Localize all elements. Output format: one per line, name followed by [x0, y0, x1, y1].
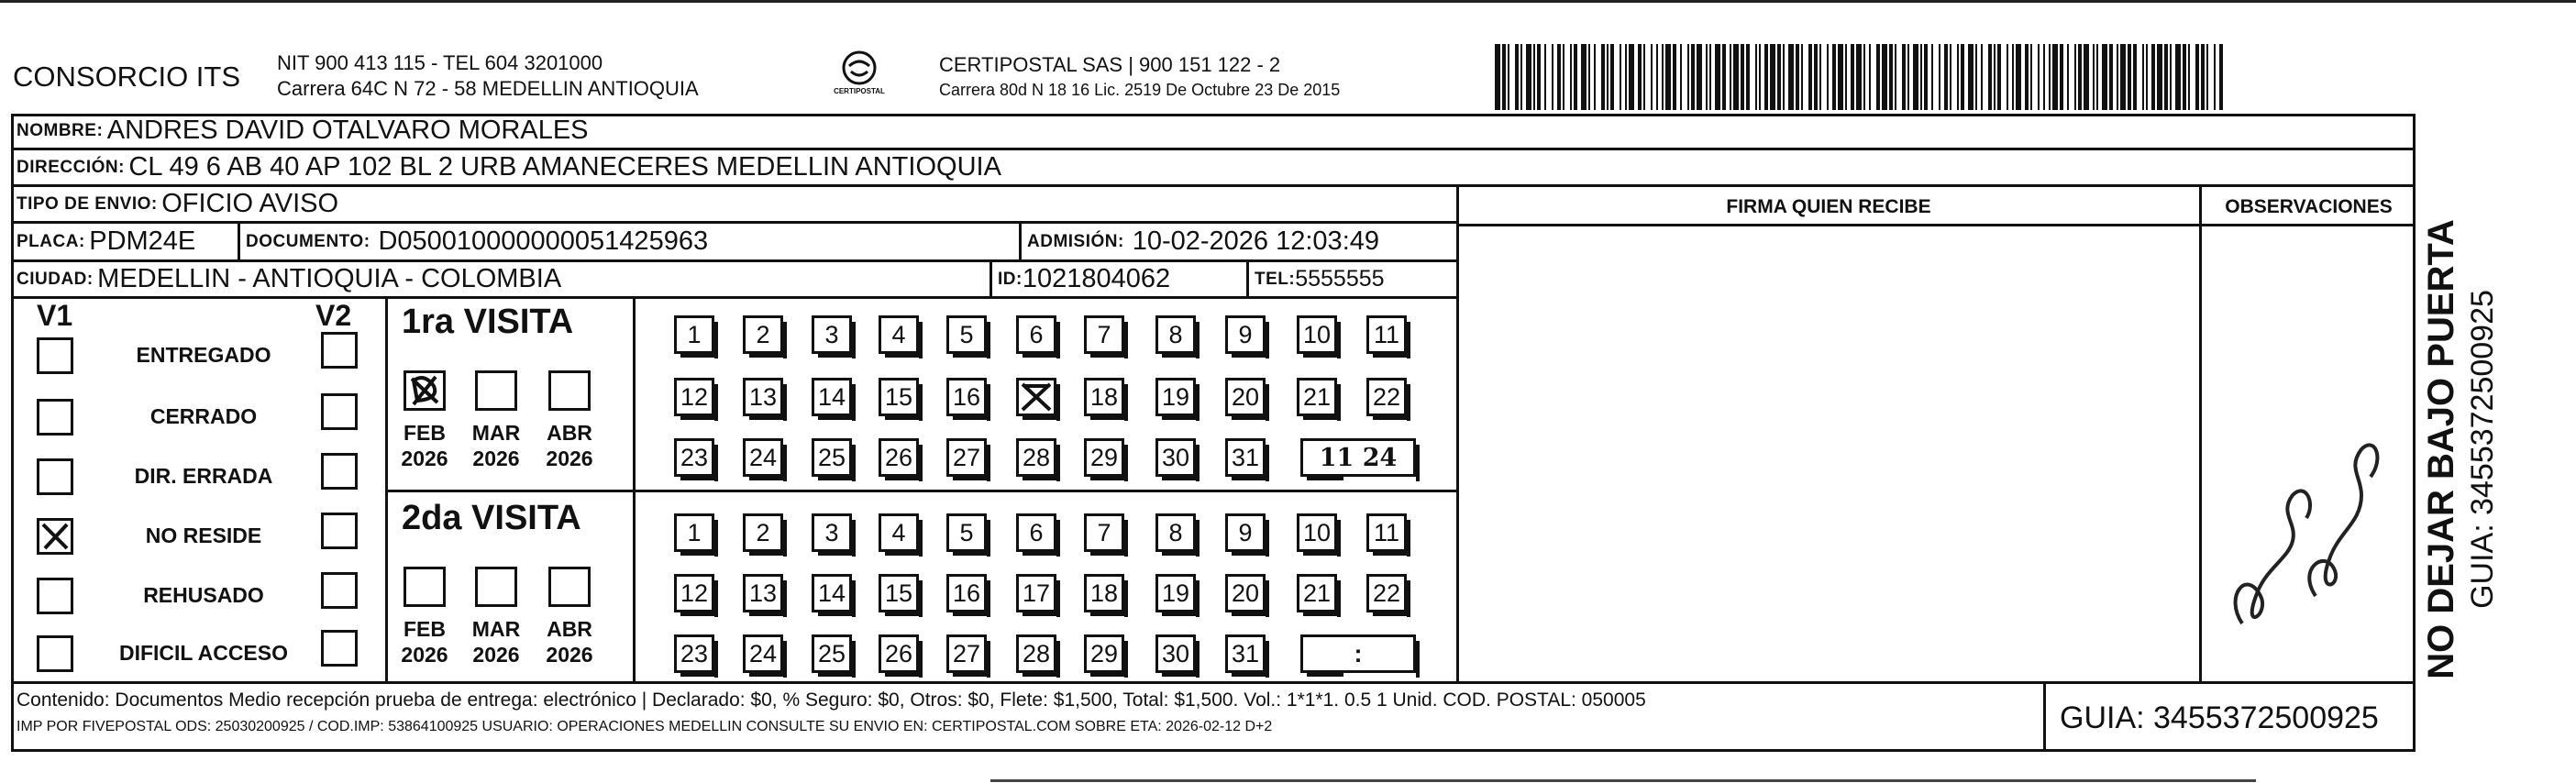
barcode-bar — [2102, 44, 2107, 110]
barcode-bar — [1594, 44, 1596, 110]
left-col-divider — [1456, 187, 1459, 682]
barcode-bar — [1746, 44, 1750, 110]
barcode-bar — [2078, 44, 2082, 110]
barcode-bar — [1730, 44, 1731, 110]
nombre-label: NOMBRE: — [17, 120, 104, 140]
footer-imp: IMP POR FIVEPOSTAL ODS: 25030200925 / COD.IMP: 53864100925 USUARIO: OPERACIONES MEDELLIN CONSULTE SU ENVIO EN: CERTIPOSTAL.COM SOBRE ETA: 2026-02-12 D+2 — [17, 719, 1273, 734]
day-box[interactable]: 6 — [1016, 513, 1056, 552]
signature-handwriting — [2206, 321, 2412, 669]
sig-header-line — [1456, 224, 2416, 226]
barcode-bar — [1882, 44, 1887, 110]
day-box[interactable]: 29 — [1084, 438, 1124, 477]
barcode-bar — [1495, 44, 1500, 110]
day-box[interactable]: 31 — [1225, 438, 1266, 477]
barcode-bar — [2016, 44, 2021, 110]
admision-value: 10-02-2026 12:03:49 — [1132, 226, 1380, 256]
barcode-bar — [1988, 44, 1992, 110]
barcode-bar — [1625, 44, 1627, 110]
barcode-bar — [1764, 44, 1768, 110]
status-label: DIR. ERRADA — [134, 464, 273, 488]
barcode-bar — [1643, 44, 1645, 110]
barcode-bar — [1801, 44, 1803, 110]
day-box[interactable]: 7 — [1084, 513, 1124, 552]
barcode-bar — [2012, 44, 2014, 110]
day-box[interactable]: 26 — [879, 438, 919, 477]
day-box[interactable]: 29 — [1084, 634, 1124, 673]
barcode-bar — [2128, 44, 2131, 110]
barcode-bar — [1957, 44, 1959, 110]
barcode-bar — [1975, 44, 1977, 110]
day-box[interactable]: 28 — [1016, 634, 1056, 673]
barcode-bar — [2043, 44, 2045, 110]
day-box[interactable]: 24 — [743, 634, 783, 673]
status-label: CERRADO — [149, 404, 258, 428]
barcode-bar — [1620, 44, 1621, 110]
first-visit-title: 1ra VISITA — [402, 303, 574, 341]
barcode-bar — [2084, 44, 2089, 110]
day-box[interactable] — [1016, 378, 1056, 416]
tipo-label: TIPO DE ENVIO: — [17, 193, 158, 214]
barcode-bar — [1544, 44, 1546, 110]
placa-row — [11, 224, 1456, 262]
barcode-bar — [2206, 44, 2208, 110]
barcode-bar — [1845, 44, 1847, 110]
documento-cell — [240, 224, 1022, 259]
barcode-bar — [1665, 44, 1671, 110]
day-box[interactable]: 9 — [1225, 315, 1266, 354]
side-no-dejar: NO DEJAR BAJO PUERTA — [2421, 219, 2461, 679]
barcode-bar — [1706, 44, 1708, 110]
barcode-bar — [1869, 44, 1871, 110]
barcode-bar — [1895, 44, 1896, 110]
day-box[interactable]: 7 — [1084, 315, 1124, 354]
day-box[interactable]: 15 — [879, 378, 919, 416]
month-label: FEB 2026 — [401, 421, 448, 470]
day-box[interactable]: 4 — [879, 315, 919, 354]
day-box[interactable]: 21 — [1297, 574, 1337, 612]
barcode-bar — [1814, 44, 1818, 110]
v2-checkbox[interactable] — [321, 572, 358, 609]
bottom-border — [990, 779, 2256, 782]
nit-line: NIT 900 413 115 - TEL 604 3201000 — [277, 51, 603, 74]
day-box[interactable]: 14 — [812, 574, 852, 612]
barcode-bar — [1827, 44, 1829, 110]
barcode-bar — [1907, 44, 1909, 110]
tel-cell — [1249, 262, 1456, 296]
barcode-bar — [1687, 44, 1689, 110]
month-checkbox[interactable] — [404, 370, 446, 411]
month-label: MAR 2026 — [471, 421, 521, 470]
day-box[interactable]: 30 — [1155, 634, 1196, 673]
barcode-bar — [1856, 44, 1862, 110]
barcode-bar — [2142, 44, 2144, 110]
barcode-bar — [1819, 44, 1821, 110]
barcode-bar — [1581, 44, 1587, 110]
barcode-bar — [1808, 44, 1812, 110]
visit-mid-divider — [385, 490, 1456, 492]
day-box[interactable]: 20 — [1225, 378, 1266, 416]
day-box[interactable]: 10 — [1297, 315, 1337, 354]
barcode-bar — [2025, 44, 2029, 110]
barcode-bar — [1607, 44, 1609, 110]
barcode-bar — [2183, 44, 2186, 110]
month-label: ABR 2026 — [546, 421, 593, 470]
barcode-bar — [1502, 44, 1506, 110]
day-box[interactable]: 11 — [1366, 513, 1407, 552]
v2-checkbox[interactable] — [321, 630, 358, 667]
barcode-bar — [1950, 44, 1951, 110]
day-box[interactable]: 26 — [879, 634, 919, 673]
barcode-bar — [2117, 44, 2118, 110]
barcode-bar — [1533, 44, 1535, 110]
day-box[interactable]: 31 — [1225, 634, 1266, 673]
day-box[interactable]: 14 — [812, 378, 852, 416]
direccion-value: CL 49 6 AB 40 AP 102 BL 2 URB AMANECERES MEDELLIN ANTIOQUIA — [128, 152, 1001, 182]
day-box[interactable]: 4 — [879, 513, 919, 552]
documento-label: DOCUMENTO: — [246, 231, 370, 251]
barcode-bar — [1680, 44, 1682, 110]
v2-checkbox[interactable] — [321, 513, 358, 549]
day-box[interactable]: 8 — [1155, 315, 1196, 354]
barcode-bar — [1610, 44, 1614, 110]
v2-checkbox[interactable] — [321, 332, 358, 369]
barcode-bar — [2188, 44, 2190, 110]
tel-label: TEL: — [1255, 269, 1296, 289]
footer-contenido: Contenido: Documentos Medio recepción prueba de entrega: electrónico | Declarado: $0, % Seguro: $0, Otros: $0, Flete: $1,500, Total: $1,500. Vol.: 1*1*1. 0.5 1 Unid. COD. POSTAL: 050005 — [17, 689, 1646, 711]
day-box[interactable]: 10 — [1297, 513, 1337, 552]
logo-text: CERTIPOSTAL — [834, 87, 885, 95]
day-box[interactable]: 5 — [946, 513, 987, 552]
month-checkbox[interactable] — [404, 567, 446, 607]
barcode-bar — [2133, 44, 2137, 110]
day-box[interactable]: 16 — [946, 378, 987, 416]
status-label: DIFICIL ACCESO — [118, 641, 288, 665]
direccion-label: DIRECCIÓN: — [17, 157, 125, 177]
direccion-row — [11, 150, 2416, 187]
side-guia: GUIA: 3455372500925 — [2465, 290, 2500, 609]
barcode-bar — [1709, 44, 1711, 110]
day-box[interactable]: 8 — [1155, 513, 1196, 552]
day-box[interactable]: 22 — [1366, 378, 1407, 416]
barcode-bar — [2195, 44, 2199, 110]
barcode-bar — [2067, 44, 2069, 110]
barcode-bar — [2214, 44, 2216, 110]
day-box[interactable]: 30 — [1155, 438, 1196, 477]
v2-checkbox[interactable] — [321, 453, 358, 490]
admision-label: ADMISIÓN: — [1027, 231, 1124, 251]
barcode-bar — [1537, 44, 1541, 110]
barcode-bar — [2170, 44, 2172, 110]
barcode-bar — [1651, 44, 1653, 110]
nombre-row — [11, 114, 2416, 150]
observaciones-label: OBSERVACIONES — [2225, 196, 2393, 217]
barcode-bar — [1902, 44, 1906, 110]
day-box[interactable]: 15 — [879, 574, 919, 612]
day-box[interactable]: 19 — [1155, 574, 1196, 612]
barcode-bar — [2201, 44, 2205, 110]
barcode-bar — [1832, 44, 1836, 110]
barcode-bar — [1863, 44, 1865, 110]
barcode-bar — [1783, 44, 1785, 110]
barcode-bar — [1920, 44, 1922, 110]
placa-label: PLACA: — [17, 231, 85, 251]
documento-value: D050010000000051425963 — [378, 226, 709, 256]
id-label: ID: — [998, 269, 1023, 289]
barcode-bar — [1944, 44, 1948, 110]
day-box[interactable]: 28 — [1016, 438, 1056, 477]
admision-cell — [1022, 224, 1456, 259]
ciudad-row — [11, 262, 1456, 299]
month-checkbox[interactable] — [475, 567, 517, 607]
day-box[interactable]: 27 — [946, 634, 987, 673]
nombre-value: ANDRES DAVID OTALVARO MORALES — [106, 116, 589, 145]
certipostal-line: CERTIPOSTAL SAS | 900 151 122 - 2 — [939, 53, 1281, 76]
obs-divider — [2199, 187, 2202, 682]
day-box[interactable]: 9 — [1225, 513, 1266, 552]
barcode — [1495, 44, 2228, 110]
barcode-bar — [1638, 44, 1642, 110]
ciudad-cell — [11, 262, 992, 296]
barcode-bar — [1741, 44, 1744, 110]
barcode-bar — [1574, 44, 1577, 110]
barcode-bar — [2030, 44, 2032, 110]
day-box[interactable]: 23 — [674, 634, 714, 673]
barcode-bar — [1557, 44, 1561, 110]
day-box[interactable]: 19 — [1155, 378, 1196, 416]
day-box[interactable]: 20 — [1225, 574, 1266, 612]
v2-checkbox[interactable] — [321, 393, 358, 430]
barcode-bar — [1755, 44, 1757, 110]
month-checkbox[interactable] — [475, 370, 517, 411]
barcode-bar — [1788, 44, 1794, 110]
barcode-bar — [1931, 44, 1933, 110]
day-box[interactable]: 1 — [674, 513, 714, 552]
barcode-bar — [1673, 44, 1676, 110]
day-box[interactable]: 13 — [743, 378, 783, 416]
first-visit-time[interactable]: 11 24 — [1300, 438, 1416, 477]
day-box[interactable]: 13 — [743, 574, 783, 612]
barcode-bar — [1662, 44, 1664, 110]
company-name: CONSORCIO ITS — [13, 61, 241, 93]
status-label: REHUSADO — [143, 583, 264, 607]
id-value: 1021804062 — [1022, 264, 1171, 293]
barcode-bar — [1889, 44, 1893, 110]
barcode-bar — [1961, 44, 1964, 110]
barcode-bar — [1508, 44, 1509, 110]
barcode-bar — [2120, 44, 2126, 110]
barcode-bar — [1796, 44, 1799, 110]
barcode-bar — [2157, 44, 2162, 110]
barcode-bar — [1601, 44, 1605, 110]
barcode-bar — [1697, 44, 1702, 110]
barcode-bar — [2060, 44, 2063, 110]
barcode-bar — [1994, 44, 1996, 110]
barcode-bar — [1515, 44, 1519, 110]
barcode-bar — [1733, 44, 1739, 110]
month-checkbox[interactable] — [548, 370, 591, 411]
barcode-bar — [2164, 44, 2168, 110]
second-visit-time[interactable]: : — [1300, 634, 1416, 673]
tel-value: 5555555 — [1295, 266, 1385, 292]
day-box[interactable]: 18 — [1084, 574, 1124, 612]
day-box[interactable]: 18 — [1084, 378, 1124, 416]
day-box[interactable]: 22 — [1366, 574, 1407, 612]
barcode-bar — [1588, 44, 1590, 110]
day-box[interactable]: 25 — [812, 634, 852, 673]
barcode-bar — [2109, 44, 2113, 110]
second-visit-title: 2da VISITA — [402, 499, 581, 537]
barcode-bar — [2038, 44, 2040, 110]
day-box[interactable]: 3 — [812, 315, 852, 354]
placa-value: PDM24E — [89, 226, 196, 256]
barcode-bar — [1656, 44, 1658, 110]
month-label: MAR 2026 — [471, 617, 521, 667]
day-box[interactable]: 12 — [674, 574, 714, 612]
top-border — [0, 0, 2576, 3]
barcode-bar — [2074, 44, 2076, 110]
ciudad-value: MEDELLIN - ANTIOQUIA - COLOMBIA — [97, 264, 562, 293]
tipo-row — [11, 187, 1456, 224]
barcode-bar — [2096, 44, 2098, 110]
barcode-bar — [1851, 44, 1854, 110]
v2-label: V2 — [315, 299, 352, 332]
month-label: FEB 2026 — [401, 617, 448, 667]
day-box[interactable]: 27 — [946, 438, 987, 477]
barcode-bar — [2146, 44, 2148, 110]
v1-label: V1 — [37, 299, 73, 332]
month-checkbox[interactable] — [548, 567, 591, 607]
barcode-bar — [1939, 44, 1940, 110]
v1-checkbox[interactable] — [37, 578, 73, 614]
day-box[interactable]: 25 — [812, 438, 852, 477]
barcode-bar — [1981, 44, 1983, 110]
v1-checkbox[interactable] — [37, 635, 73, 672]
barcode-bar — [1838, 44, 1843, 110]
certipostal-address: Carrera 80d N 18 16 Lic. 2519 De Octubre 23 De 2015 — [939, 81, 1341, 99]
v1-checkbox[interactable] — [37, 337, 73, 374]
barcode-bar — [1924, 44, 1928, 110]
barcode-bar — [1876, 44, 1880, 110]
day-box[interactable]: 23 — [674, 438, 714, 477]
barcode-bar — [1552, 44, 1553, 110]
barcode-bar — [1913, 44, 1918, 110]
day-box[interactable]: 11 — [1366, 315, 1407, 354]
company-address: Carrera 64C N 72 - 58 MEDELLIN ANTIOQUIA — [277, 77, 699, 100]
footer-guia-divider — [2043, 681, 2046, 752]
firma-label: FIRMA QUIEN RECIBE — [1726, 196, 1931, 217]
barcode-bar — [1722, 44, 1726, 110]
day-box[interactable]: 21 — [1297, 378, 1337, 416]
day-box[interactable]: 16 — [946, 574, 987, 612]
barcode-bar — [1777, 44, 1781, 110]
day-box[interactable]: 17 — [1016, 574, 1056, 612]
day-box[interactable]: 2 — [743, 513, 783, 552]
barcode-bar — [1715, 44, 1720, 110]
barcode-bar — [2093, 44, 2095, 110]
day-box[interactable]: 1 — [674, 315, 714, 354]
tipo-value: OFICIO AVISO — [161, 189, 339, 218]
barcode-bar — [2175, 44, 2181, 110]
barcode-bar — [1997, 44, 2001, 110]
barcode-bar — [2049, 44, 2051, 110]
barcode-bar — [1770, 44, 1775, 110]
day-box[interactable]: 6 — [1016, 315, 1056, 354]
certipostal-logo — [827, 48, 891, 103]
day-box[interactable]: 2 — [743, 315, 783, 354]
v1-checkbox[interactable] — [37, 399, 73, 436]
placa-cell — [11, 224, 240, 259]
barcode-bar — [1520, 44, 1522, 110]
barcode-bar — [2219, 44, 2223, 110]
form-footer-divider — [11, 681, 2416, 684]
barcode-bar — [1570, 44, 1572, 110]
barcode-bar — [1968, 44, 1973, 110]
v1-checkbox[interactable] — [37, 458, 73, 495]
day-box[interactable]: 12 — [674, 378, 714, 416]
status-label: ENTREGADO — [136, 343, 271, 367]
barcode-bar — [1526, 44, 1531, 110]
id-cell — [992, 262, 1249, 296]
month-label: ABR 2026 — [546, 617, 593, 667]
v1-checkbox[interactable] — [37, 518, 73, 555]
barcode-bar — [1629, 44, 1634, 110]
barcode-bar — [2151, 44, 2155, 110]
footer-guia: GUIA: 3455372500925 — [2060, 700, 2379, 735]
day-box[interactable]: 24 — [743, 438, 783, 477]
barcode-bar — [1691, 44, 1695, 110]
status-label: NO RESIDE — [145, 524, 262, 547]
barcode-bar — [2007, 44, 2008, 110]
barcode-bar — [1759, 44, 1761, 110]
barcode-bar — [1563, 44, 1564, 110]
day-box[interactable]: 3 — [812, 513, 852, 552]
barcode-bar — [2052, 44, 2058, 110]
day-box[interactable]: 5 — [946, 315, 987, 354]
ciudad-label: CIUDAD: — [17, 269, 94, 289]
